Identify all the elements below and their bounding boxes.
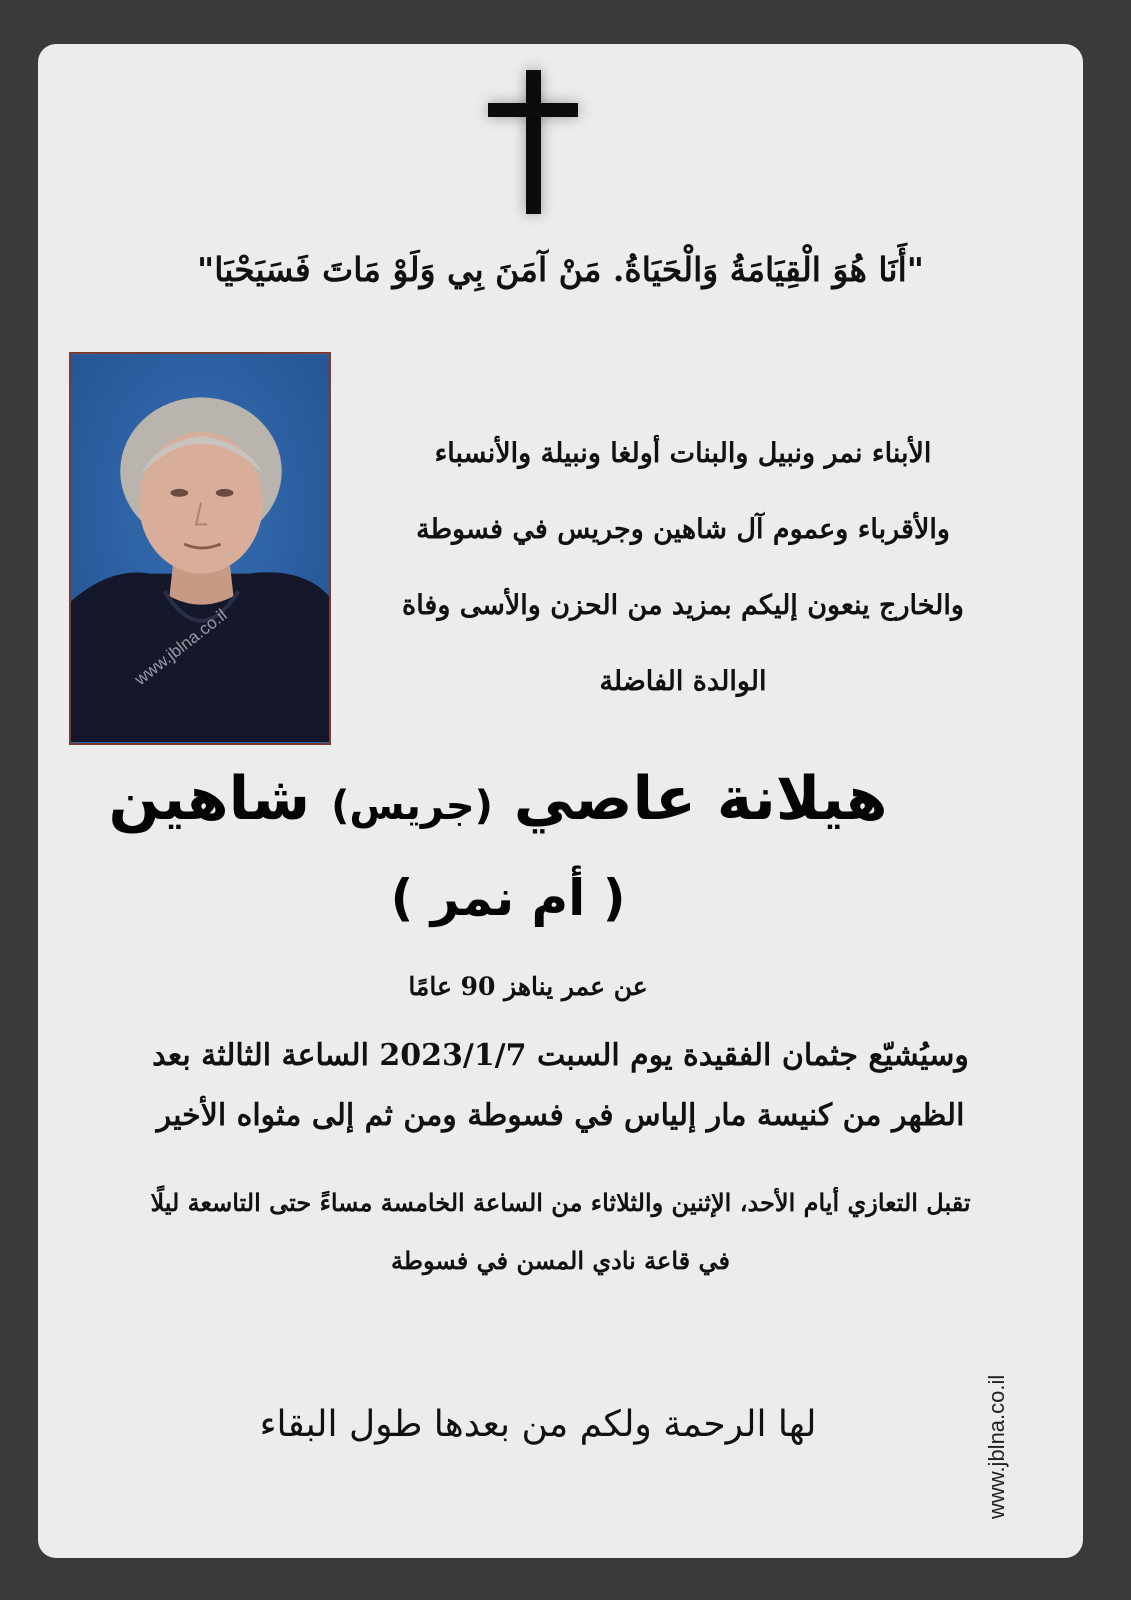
obituary-card bbox=[38, 44, 1083, 1558]
funeral-details bbox=[58, 1026, 1063, 1146]
deceased-maiden-name: (جريس) bbox=[331, 783, 493, 829]
deceased-first-name: هيلانة عاصي bbox=[513, 764, 888, 834]
deceased-nickname: ( أم نمر ) bbox=[390, 869, 626, 927]
intro-line: والخارج ينعون إليكم بمزيد من الحزن والأسى وفاة bbox=[402, 590, 964, 621]
intro-line: الوالدة الفاضلة bbox=[599, 666, 767, 697]
deceased-name bbox=[98, 764, 898, 834]
funeral-line: وسيُشيّع جثمان الفقيدة يوم السبت 2023/1/7 الساعة الثالثة بعد bbox=[152, 1038, 969, 1073]
site-watermark: www.jblna.co.il bbox=[984, 1374, 1009, 1519]
intro-line: والأقرباء وعموم آل شاهين وجريس في فسوطة bbox=[416, 514, 950, 545]
intro-text bbox=[358, 416, 1008, 720]
condolence-line: في قاعة نادي المسن في فسوطة bbox=[391, 1246, 730, 1275]
condolence-line: تقبل التعازي أيام الأحد، الإثنين والثلاثاء من الساعة الخامسة مساءً حتى التاسعة ليلًا bbox=[150, 1188, 971, 1217]
funeral-line: الظهر من كنيسة مار إلياس في فسوطة ومن ثم إلى مثواه الأخير bbox=[156, 1098, 965, 1133]
age-text: عن عمر يناهز 90 عامًا bbox=[408, 972, 648, 1001]
closing-prayer: لها الرحمة ولكم من بعدها طول البقاء bbox=[259, 1404, 817, 1445]
bible-verse: "أَنَا هُوَ الْقِيَامَةُ وَالْحَيَاةُ. مَنْ آمَنَ بِي وَلَوْ مَاتَ فَسَيَحْيَا" bbox=[197, 250, 924, 289]
condolence-details bbox=[58, 1174, 1063, 1290]
deceased-photo bbox=[69, 352, 331, 745]
photo-watermark: www.jblna.co.il bbox=[131, 605, 231, 689]
cross-icon bbox=[488, 70, 578, 214]
intro-line: الأبناء نمر ونبيل والبنات أولغا ونبيلة والأنسباء bbox=[434, 438, 932, 469]
deceased-last-name: شاهين bbox=[108, 764, 311, 834]
